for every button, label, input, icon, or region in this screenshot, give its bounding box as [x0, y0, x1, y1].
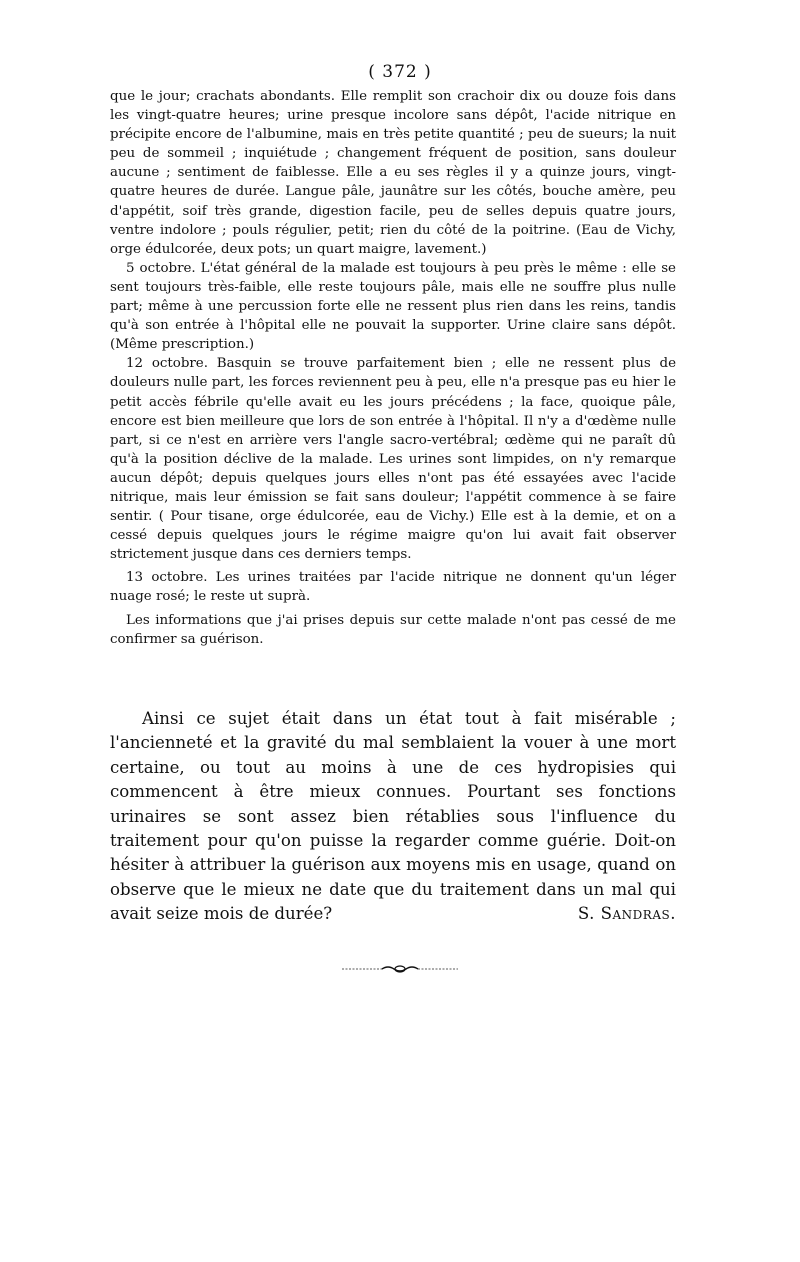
paragraph-symptoms: que le jour; crachats abondants. Elle remplit son crachoir dix ou douze fois dans les vingt-quatre heures; urine presque incolore sans dépôt, l'acide nitrique en précipite encore de l'albumine, mais en très petite quantité ; peu de sueurs; la nuit peu de sommeil ; inquiétude ; changement fréquent de position, sans douleur aucune ; sentiment de faiblesse. Elle a eu ses règles il y a quinze jours, vingt-quatre heures de durée. Langue pâle, jaunâtre sur les côtés, bouche amère, peu d'appétit, soif très grande, digestion facile, peu de selles depuis quatre jours, ventre indolore ; pouls régulier, petit; rien du côté de la poitrine. (Eau de Vichy, orge édulcorée, deux pots; un quart maigre, lavement.): [110, 89, 676, 257]
page-number: ( 372 ): [368, 62, 432, 82]
paragraph-12-octobre: 12 octobre. Basquin se trouve parfaitement bien ; elle ne ressent plus de douleurs nulle part, les forces reviennent peu à peu, elle n'a presque pas eu hier le petit accès fébrile qu'elle avait eu les jours précédens ; la face, quoique pâle, encore est bien meilleure que lors de son entrée à l'hôpital. Il n'y a d'œdème nulle part, si ce n'est en arrière vers l'angle sacro-vertébral; œdème qui ne paraît dû qu'à la position déclive de la malade. Les urines sont limpides, on n'y remarque aucun dépôt; depuis quelques jours elles n'ont pas été essayées avec l'acide nitrique, mais leur émission se fait sans douleur; l'appétit commence à se faire sentir. ( Pour tisane, orge édulcorée, eau de Vichy.) Elle est à la demie, et on a cessé depuis quelques jours le régime maigre qu'on lui avait fait observer strictement jusque dans ces derniers temps.: [110, 356, 676, 563]
conclusion-paragraph: [110, 707, 676, 927]
author-signature: S. Sandras.: [577, 904, 676, 924]
paragraph-13-octobre: 13 octobre. Les urines traitées par l'acide nitrique ne donnent qu'un léger nuage rosé; le reste ut suprà.: [110, 570, 676, 605]
conclusion-text: Ainsi ce sujet était dans un état tout à fait misérable ; l'ancienneté et la gravité du mal semblaient la vouer à une mort certaine, ou tout au moins à une de ces hydropisies qui commencent à être mieux connues. Pourtant ses fonctions urinaires se sont assez bien rétablies sous l'influence du traitement pour qu'on puisse la regarder comme guérie. Doit-on hésiter à attribuer la guérison aux moyens mis en usage, quand on observe que le mieux ne date que du traitement dans un mal qui avait seize mois de durée?: [110, 709, 676, 924]
paragraph-5-octobre: 5 octobre. L'état général de la malade est toujours à peu près le même : elle se sent toujours très-faible, elle reste toujours pâle, mais elle ne souffre plus nulle part; même à une percussion forte elle ne ressent plus rien dans les reins, tandis qu'à son entrée à l'hôpital elle ne pouvait la supporter. Urine claire sans dépôt. (Même prescription.): [110, 260, 676, 353]
conclusion-block: [110, 707, 676, 927]
ornament-divider-icon: [340, 962, 460, 976]
case-notes: [110, 87, 676, 649]
paragraph-informations: Les informations que j'ai prises depuis sur cette malade n'ont pas cessé de me confirmer sa guérison.: [110, 612, 676, 647]
